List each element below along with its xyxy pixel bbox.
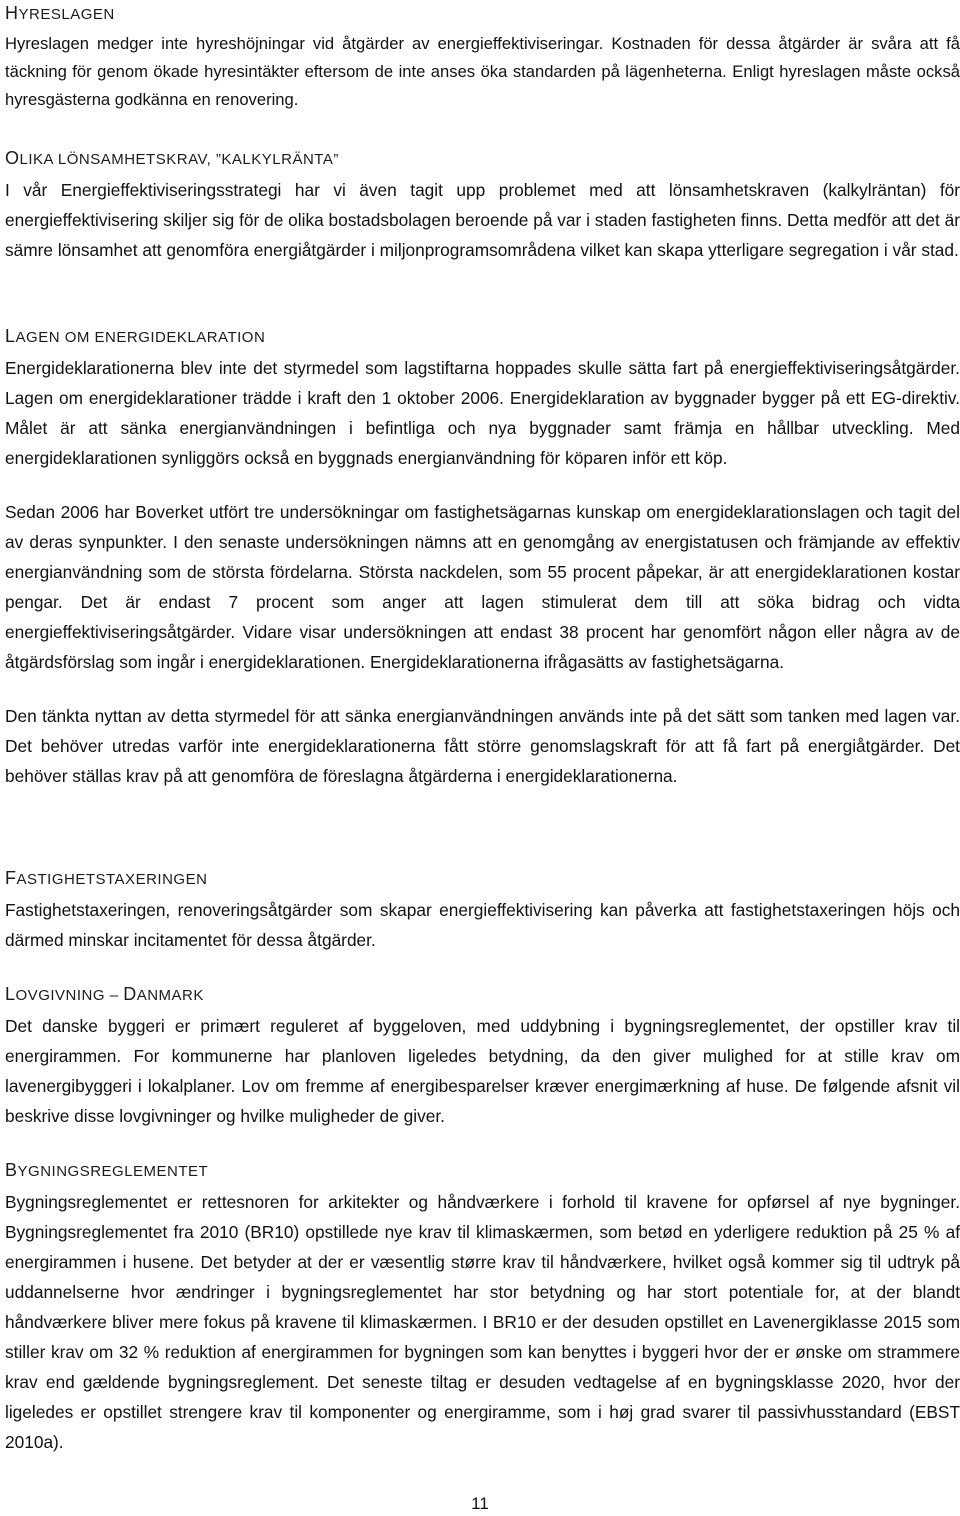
section-paragraph: Bygningsreglementet er rettesnoren for arkitekter og håndværkere i forhold til kravene for opførsel af nye bygninger. Bygningsreglementet fra 2010 (BR10) opstillede nye krav til klimaskærmen, som betød en yderligere reduktion på 25 % af energirammen i husene. Det betyder at der er væsentlig større krav til håndværkere, hvilket også kommer sig til udtryk på uddannelserne hvor ændringer i bygningsreglementet har stor betydning og har stort potentiale for, at der blandt håndværkere bliver mere fokus på kravene til klimaskærmen. I BR10 er der desuden opstillet en Lavenergiklasse 2015 som stiller krav om 32 % reduktion af energirammen for bygningen som kan benyttes i byggeri hvor der er ønske om strammere krav end gældende bygningsreglement. Det seneste tiltag er desuden vedtagelse af en bygningsklasse 2020, hvor der ligeledes er opstillet strengere krav til komponenter og energiramme, som i høj grad svarer til passivhusstandard (EBST 2010a). — [5, 1192, 960, 1452]
section-heading: BYGNINGSREGLEMENTET — [5, 1160, 209, 1180]
section-heading: HYRESLAGEN — [5, 3, 115, 23]
section-hyreslagen — [5, 2, 960, 114]
section-paragraph: Hyreslagen medger inte hyreshöjningar vid åtgärder av energieffektiviseringar. Kostnaden för dessa åtgärder är svåra att få täckning för genom ökade hyresintäkter eftersom de inte anses öka standarden på lägenheterna. Enligt hyreslagen måste också hyresgästerna godkänna en renovering. — [5, 34, 960, 109]
section-paragraph: I vår Energieffektiviseringsstrategi har vi även tagit upp problemet med att lönsamhetskraven (kalkylräntan) för energieffektivisering skiljer sig för de olika bostadsbolagen beroende på var i staden fastigheten finns. Detta medför att det är sämre lönsamhet att genomföra energiåtgärder i miljonprogramsområdena vilket kan skapa ytterligare segregation i vår stad. — [5, 180, 960, 260]
section-heading: LOVGIVNING – DANMARK — [5, 984, 204, 1004]
section-lovgivning-danmark — [5, 983, 960, 1131]
section-bygningsreglementet — [5, 1159, 960, 1457]
section-heading: OLIKA LÖNSAMHETSKRAV, ”KALKYLRÄNTA” — [5, 148, 339, 168]
section-paragraph: Det danske byggeri er primært reguleret af byggeloven, med uddybning i bygningsreglementet, der opstiller krav til energirammen. For kommunerne har planloven ligeledes betydning, da den giver mulighed for at stille krav om lavenergibyggeri i lokalplaner. Lov om fremme af energibesparelser kræver energimærkning af huse. De følgende afsnit vil beskrive disse lovgivninger og hvilke muligheder de giver. — [5, 1016, 960, 1126]
section-olika-lonsamhetskrav — [5, 147, 960, 265]
section-paragraph: Fastighetstaxeringen, renoveringsåtgärder som skapar energieffektivisering kan påverka att fastighetstaxeringen höjs och därmed minskar incitamentet för dessa åtgärder. — [5, 900, 960, 950]
section-paragraph: Sedan 2006 har Boverket utfört tre undersökningar om fastighetsägarnas kunskap om energideklarationslagen och tagit del av deras synpunkter. I den senaste undersökningen nämns att en genomgång av energistatusen och främjande av effektiv energianvändning som de största fördelarna. Största nackdelen, som 55 procent påpekar, är att energideklarationen kostar pengar. Det är endast 7 procent som anger att lagen stimulerat dem till att söka bidrag och vidta energieffektiviseringsåtgärder. Vidare visar undersökningen att endast 38 procent har genomfört någon eller några av de åtgärdsförslag som ingår i energideklarationen. Energideklarationerna ifrågasätts av fastighetsägarna. — [5, 502, 960, 672]
section-paragraph: Energideklarationerna blev inte det styrmedel som lagstiftarna hoppades skulle sätta fart på energieffektiviseringsåtgärder. Lagen om energideklarationer trädde i kraft den 1 oktober 2006. Energideklaration av byggnader bygger på ett EG-direktiv. Målet är att sänka energianvändningen i befintliga och nya byggnader samt främja en hållbar utveckling. Med energideklarationen synliggörs också en byggnads energianvändning för köparen inför ett köp. — [5, 358, 960, 468]
section-paragraph: Den tänkta nyttan av detta styrmedel för att sänka energianvändningen används inte på det sätt som tanken med lagen var. Det behöver utredas varför inte energideklarationerna fått större genomslagskraft för att få fart på energiåtgärder. Det behöver ställas krav på att genomföra de föreslagna åtgärderna i energideklarationerna. — [5, 706, 960, 786]
section-heading: LAGEN OM ENERGIDEKLARATION — [5, 326, 266, 346]
section-heading: FASTIGHETSTAXERINGEN — [5, 868, 208, 888]
section-fastighetstaxeringen — [5, 867, 960, 955]
page-number: 11 — [471, 1494, 489, 1513]
section-lagen-om-energideklaration — [5, 325, 960, 791]
